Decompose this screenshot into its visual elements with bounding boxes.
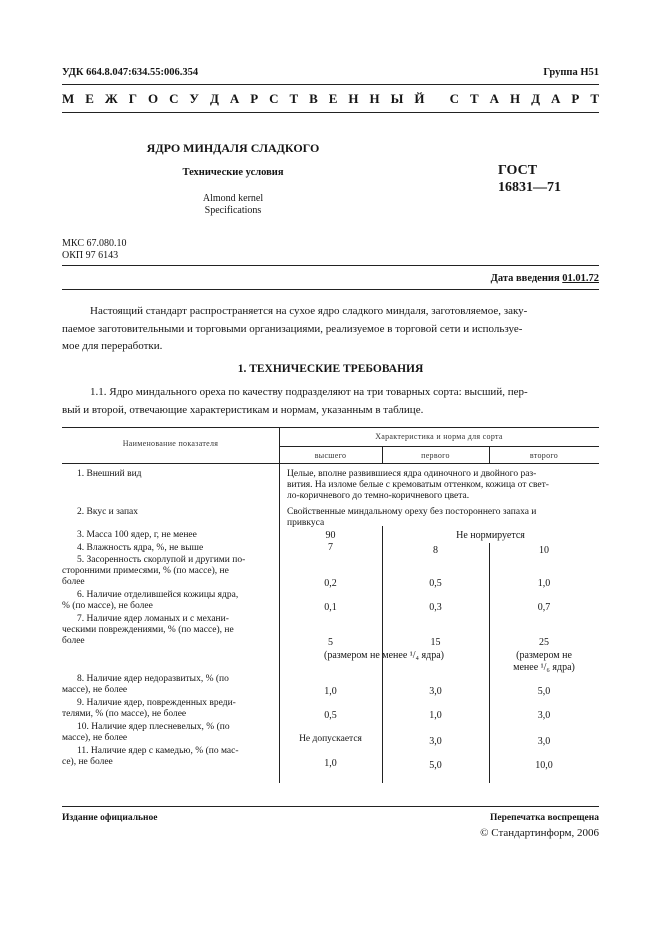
table-divider	[489, 543, 490, 783]
reprint-prohibited: Перепечатка воспрещена	[489, 813, 599, 823]
table-subhead-rule	[279, 446, 599, 447]
classification-codes	[62, 238, 126, 262]
value-top: 1,0	[324, 758, 337, 769]
official-edition: Издание официальное	[62, 813, 158, 823]
indicator-line: 11. Наличие ядер с камедью, % (по мас-	[77, 746, 239, 756]
banner-letter: А	[489, 91, 500, 106]
table-divider	[279, 427, 280, 783]
value-first: 0,3	[429, 602, 442, 613]
banner-letter: Й	[414, 91, 425, 106]
value-first: 3,0	[429, 736, 442, 747]
banner-letter: Р	[571, 91, 580, 106]
value-top: 0,1	[324, 602, 337, 613]
value-second: 3,0	[537, 710, 551, 721]
value-top: Не допускается	[299, 734, 362, 744]
row-description	[287, 507, 599, 529]
indicator-line: % (по массе), не более	[62, 601, 153, 611]
banner-letter: С	[169, 91, 179, 106]
banner-letter: А	[551, 91, 561, 106]
row-indicator	[62, 614, 277, 647]
row-indicator: 1. Внешний вид	[77, 469, 142, 479]
indicator-line: 7. Наличие ядер ломаных и с механи-	[77, 614, 229, 624]
banner-letter: М	[62, 91, 75, 106]
banner-letter: С	[269, 91, 279, 106]
row-indicator: 3. Масса 100 ядер, г, не менее	[77, 530, 197, 540]
row-indicator	[62, 674, 277, 696]
group-code: Группа Н51	[543, 67, 599, 78]
date-rule	[62, 289, 599, 290]
banner-letter: Т	[590, 91, 599, 106]
clause-1-1	[62, 384, 599, 419]
banner-letter: Е	[328, 91, 338, 106]
value-second: 25	[539, 637, 549, 648]
value-top: 90	[325, 530, 336, 541]
banner-letter: Д	[209, 91, 219, 106]
value-first: 3,0	[429, 686, 442, 697]
value-second: 10,0	[535, 760, 553, 771]
indicator-line: се), не более	[62, 757, 113, 767]
value-note-top-first: (размером не менее ¹/₄ ядра)	[324, 650, 444, 661]
intro-line: паемое заготовительными и торговыми организациями, реализуемое в торговой сети и используе-	[62, 322, 523, 335]
banner-letter: Н	[348, 91, 359, 106]
clause-line: вый и второй, отвечающие характеристикам и нормам, указанным в таблице.	[62, 403, 424, 416]
intro-line: Настоящий стандарт распространяется на сухое ядро сладкого миндаля, заготовляемое, заку-	[90, 305, 528, 317]
value-first: 8	[433, 545, 438, 556]
mks-code: МКС 67.080.10	[62, 238, 127, 249]
value-merged: Не нормируется	[456, 530, 525, 541]
row-indicator	[62, 722, 277, 744]
header-grade-first: первого	[421, 451, 450, 460]
row-description	[287, 469, 599, 502]
table-divider	[382, 446, 383, 463]
banner-letter: Ы	[390, 91, 404, 106]
banner-letter: А	[229, 91, 240, 106]
value-top: 0,5	[324, 710, 337, 721]
banner-letter: Т	[289, 91, 299, 106]
intro-paragraph	[62, 303, 599, 356]
table-top-rule	[62, 427, 599, 428]
english-title: Almond kernel	[202, 193, 264, 204]
row-indicator	[62, 555, 277, 588]
indicator-line: 5. Засоренность скорлупой и другими по-	[77, 555, 246, 565]
banner-letter: Е	[85, 91, 94, 106]
standard-subtitle: Технические условия	[182, 167, 284, 178]
indicator-line: ческими повреждениями, % (по массе), не	[62, 625, 234, 635]
row-indicator	[62, 698, 277, 720]
section-heading: 1. ТЕХНИЧЕСКИЕ ТРЕБОВАНИЯ	[237, 363, 424, 375]
indicator-line: сторонними примесями, % (по массе), не	[62, 566, 229, 576]
banner-letter: Ж	[104, 91, 118, 106]
value-top: 5	[328, 637, 333, 648]
description-line: Свойственные миндальному ореху без постороннего запаха и	[287, 507, 537, 517]
row-indicator	[62, 590, 277, 612]
banner-letter: Д	[531, 91, 541, 106]
table-divider	[489, 446, 490, 463]
value-note-second: менее ¹/₆ ядра)	[513, 662, 575, 673]
indicator-line: более	[62, 636, 85, 646]
table-header-rule	[62, 463, 599, 464]
indicator-line: 8. Наличие ядер недоразвитых, % (по	[77, 674, 229, 684]
indicator-line: более	[62, 577, 85, 587]
description-line: Целые, вполне развившиеся ядра одиночного и двойного раз-	[287, 469, 537, 479]
gost-number: 16831—71	[498, 180, 561, 195]
introduction-date	[491, 273, 599, 284]
value-second: 10	[539, 545, 549, 556]
value-first: 0,5	[429, 578, 442, 589]
header-indicator: Наименование показателя	[122, 439, 219, 448]
value-top: 1,0	[324, 686, 337, 697]
banner-letter: Г	[128, 91, 137, 106]
english-subtitle: Specifications	[204, 205, 262, 216]
introduction-date-label: Дата введения	[490, 273, 560, 284]
indicator-line: массе), не более	[62, 733, 128, 743]
indicator-line: 9. Наличие ядер, поврежденных вреди-	[77, 698, 236, 708]
value-second: 5,0	[537, 686, 551, 697]
row-indicator	[62, 746, 277, 768]
header-grade-second: второго	[529, 451, 559, 460]
banner-letter: С	[449, 91, 460, 106]
gost-designation	[498, 162, 561, 196]
table-divider	[382, 526, 383, 783]
description-line: вития. На изломе белые с кремоватым оттенком, кожица от свет-	[287, 480, 549, 490]
value-first: 1,0	[429, 710, 442, 721]
banner-letter: Н	[369, 91, 380, 106]
introduction-date-value: 01.01.72	[562, 273, 599, 284]
banner-letter: Р	[250, 91, 259, 106]
description-line: привкуса	[287, 518, 325, 528]
clause-line: 1.1. Ядро миндального ореха по качеству подразделяют на три товарных сорта: высший, пер-	[90, 386, 528, 398]
value-first: 15	[430, 637, 441, 648]
footer-rule	[62, 806, 599, 807]
header-rule	[62, 84, 599, 85]
banner-letter: У	[189, 91, 199, 106]
value-note-second: (размером не	[516, 650, 572, 661]
value-second: 3,0	[537, 736, 551, 747]
indicator-line: телями, % (по массе), не более	[62, 709, 187, 719]
header-grade-group: Характеристика и норма для сорта	[375, 432, 503, 441]
indicator-line: массе), не более	[62, 685, 128, 695]
banner-letter: О	[147, 91, 159, 106]
banner-letter: Н	[510, 91, 521, 106]
okp-code: ОКП 97 6143	[62, 250, 119, 261]
udk-code: УДК 664.8.047:634.55:006.354	[62, 67, 199, 78]
indicator-line: 10. Наличие ядер плесневелых, % (по	[77, 722, 230, 732]
header-grade-top: высшего	[314, 451, 347, 460]
banner-letter: Т	[470, 91, 479, 106]
value-top: 7	[328, 542, 333, 553]
banner-letter: В	[309, 91, 318, 106]
value-top: 0,2	[324, 578, 337, 589]
gost-label: ГОСТ	[498, 163, 538, 178]
standard-title: ЯДРО МИНДАЛЯ СЛАДКОГО	[146, 141, 320, 155]
codes-rule	[62, 265, 599, 266]
description-line: ло-коричневого до темно-коричневого цвета.	[287, 491, 470, 501]
value-first: 5,0	[429, 760, 442, 771]
value-second: 0,7	[537, 602, 551, 613]
row-indicator: 4. Влажность ядра, %, не выше	[77, 543, 204, 553]
intro-line: мое для переработки.	[62, 340, 163, 352]
interstate-standard-banner	[62, 91, 599, 107]
banner-letter	[435, 91, 438, 107]
value-second: 1,0	[537, 578, 551, 589]
copyright: © Стандартинформ, 2006	[480, 827, 599, 839]
indicator-line: 6. Наличие отделившейся кожицы ядра,	[77, 590, 239, 600]
row-indicator: 2. Вкус и запах	[77, 507, 139, 517]
banner-rule	[62, 112, 599, 113]
